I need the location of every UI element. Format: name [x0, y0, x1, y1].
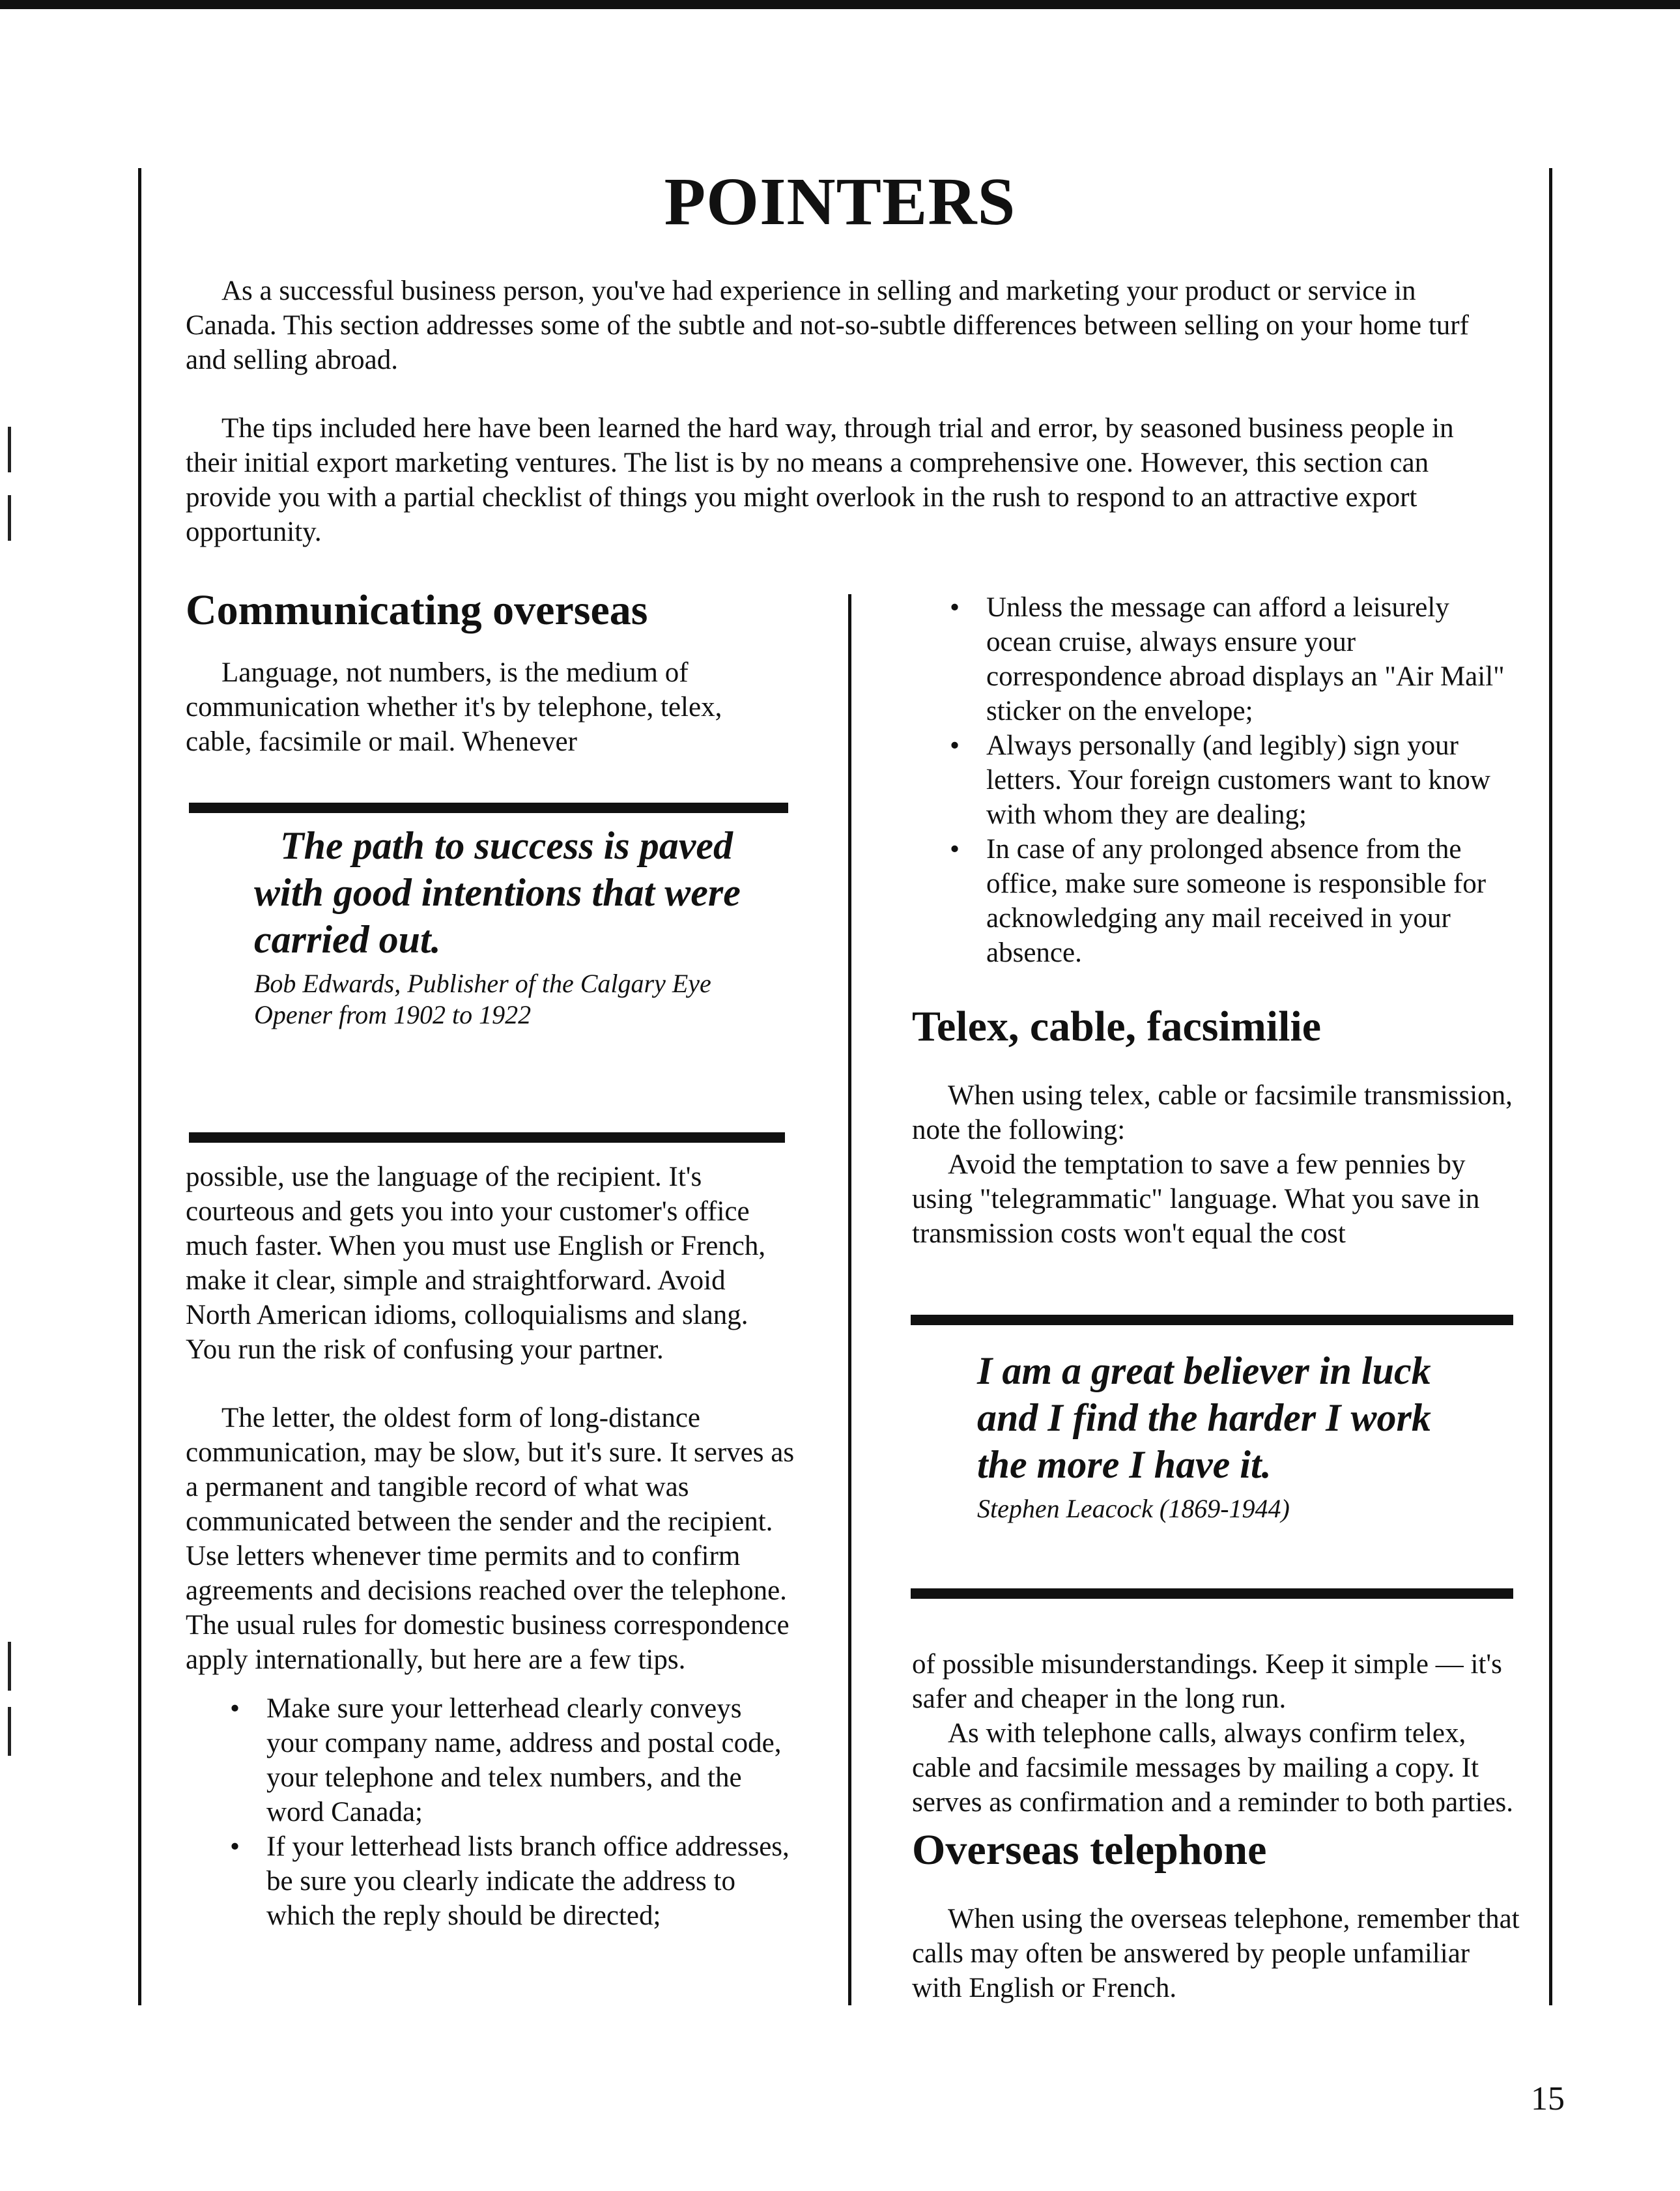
list-item: • If your letterhead lists branch office addresses, be sure you clearly indicate the address to which the reply should be directed; — [223, 1829, 795, 1933]
list-item: • Always personally (and legibly) sign your letters. Your foreign customers want to know with whom they are dealing; — [943, 728, 1515, 832]
left-column-top — [186, 585, 778, 759]
intro — [186, 274, 1508, 549]
top-border — [0, 0, 1680, 9]
scan-mark — [8, 427, 11, 472]
left-column-bottom — [186, 1160, 795, 1933]
list-item: • Make sure your letterhead clearly conveys your company name, address and postal code, your telephone and telex numbers, and the word Canada; — [223, 1691, 795, 1829]
scan-mark — [8, 1642, 11, 1691]
pull-quote-text: I am a great believer in luck and I find the harder I work the more I have it. — [977, 1349, 1431, 1486]
tips-list — [912, 590, 1515, 970]
intro-paragraph: As a successful business person, you've had experience in selling and marketing your product or service in Canada. This section addresses some of the subtle and not-so-subtle differences between selling on your home turf and selling abroad. — [186, 276, 1469, 375]
paragraph: possible, use the language of the recipient. It's courteous and gets you into your customer's office much faster. When you must use English or French, make it clear, simple and straightforward. Avoid North American idioms, colloquialisms and slang. You run the risk of confusing your partner. — [186, 1162, 766, 1365]
section-heading-communicating-overseas: Communicating overseas — [186, 586, 648, 634]
section-heading-overseas-telephone: Overseas telephone — [912, 1826, 1267, 1874]
paragraph: As with telephone calls, always confirm telex, cable and facsimile messages by mailing a copy. It serves as confirmation and a reminder to both parties. — [912, 1718, 1514, 1818]
paragraph: Avoid the temptation to save a few pennies by using "telegrammatic" language. What you save in transmission costs won't equal the cost — [912, 1149, 1480, 1249]
list-item: • In case of any prolonged absence from the office, make sure someone is responsible for acknowledging any mail received in your absence. — [943, 832, 1515, 970]
paragraph: When using the overseas telephone, remember that calls may often be answered by people unfamiliar with English or French. — [912, 1904, 1520, 2003]
paragraph: The letter, the oldest form of long-distance communication, may be slow, but it's sure. It serves as a permanent and tangible record of what was communicated between the sender and the recipient. Use letters whenever time permits and to confirm agreements and decisions reached over the telephone. The usual rules for domestic business correspondence apply internationally, but here are a few tips. — [186, 1403, 795, 1675]
scan-mark — [8, 1707, 11, 1756]
quote-rule-bottom — [189, 1132, 785, 1143]
pull-quote-attribution: Bob Edwards, Publisher of the Calgary Eye Opener from 1902 to 1922 — [254, 969, 711, 1029]
tips-list — [186, 1691, 795, 1933]
pull-quote — [977, 1347, 1472, 1525]
pull-quote — [254, 822, 762, 1031]
pull-quote-text: The path to success is paved with good intentions that were carried out. — [254, 824, 741, 961]
intro-paragraph: The tips included here have been learned the hard way, through trial and error, by seasoned business people in their initial export marketing ventures. The list is by no means a comprehensive one. However, this section can provide you with a partial checklist of things you might overlook in the rush to respond to an attractive export opportunity. — [186, 413, 1454, 547]
paragraph: of possible misunderstandings. Keep it simple — it's safer and cheaper in the long run. — [912, 1649, 1502, 1714]
left-margin-rule — [138, 168, 141, 2005]
paragraph: When using telex, cable or facsimile transmission, note the following: — [912, 1080, 1513, 1145]
paragraph: Language, not numbers, is the medium of communication whether it's by telephone, telex, cable, facsimile or mail. Whenever — [186, 657, 722, 757]
right-column-bottom — [912, 1647, 1521, 2005]
quote-rule-bottom — [911, 1588, 1513, 1599]
right-column-top — [912, 590, 1515, 1251]
pull-quote-attribution: Stephen Leacock (1869-1944) — [977, 1494, 1290, 1523]
page-title: POINTERS — [664, 164, 1016, 239]
page-number: 15 — [1531, 2080, 1565, 2117]
quote-rule-top — [911, 1315, 1513, 1325]
quote-rule-top — [189, 803, 788, 813]
section-heading-telex-cable-facsimilie: Telex, cable, facsimilie — [912, 1003, 1322, 1050]
column-divider — [848, 594, 851, 2005]
scan-mark — [8, 495, 11, 541]
right-margin-rule — [1549, 168, 1552, 2005]
list-item: • Unless the message can afford a leisurely ocean cruise, always ensure your correspondence abroad displays an "Air Mail" sticker on the envelope; — [943, 590, 1515, 728]
